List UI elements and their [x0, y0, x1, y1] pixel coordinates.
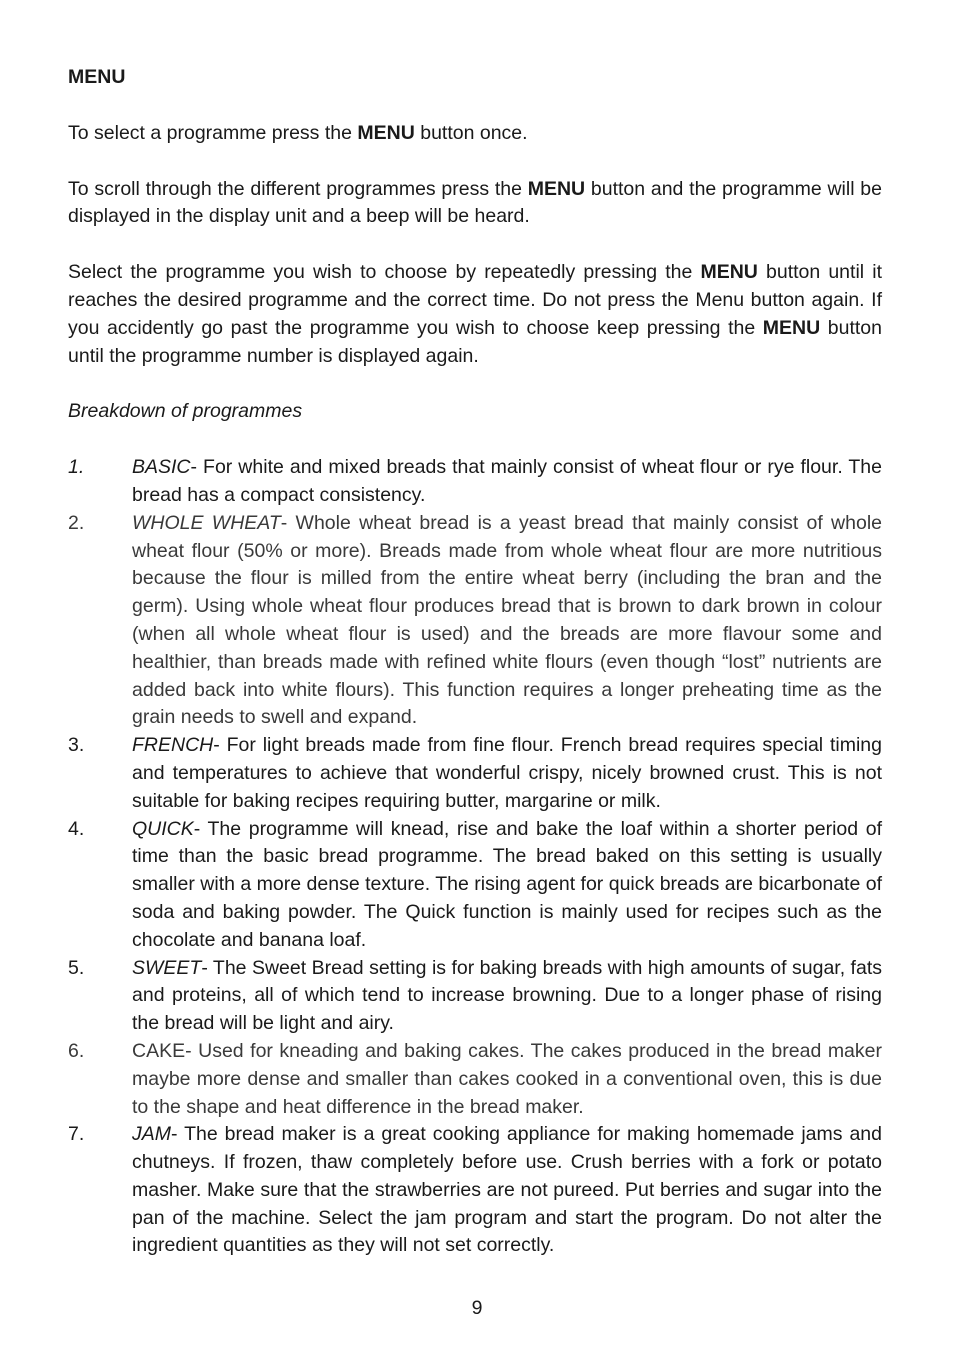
section-heading: MENU — [68, 66, 126, 88]
item-number: 2. — [68, 511, 85, 534]
subheading: Breakdown of programmes — [68, 400, 303, 423]
text: To select a programme press the — [68, 121, 358, 144]
programme-name: WHOLE WHEAT — [132, 511, 281, 534]
list-item — [68, 454, 882, 510]
list-item — [68, 1038, 882, 1121]
text: button until it reaches the desired programme and the correct time. Do not press the Menu button again. If you accidently go past the programme you wish to choose keep pressing the — [68, 261, 882, 339]
paragraph-repeat — [68, 259, 882, 370]
text: button once. — [414, 121, 528, 144]
text: To scroll through the different programmes press the — [68, 177, 528, 200]
list-item — [68, 816, 882, 955]
text: Select the programme you wish to choose by repeatedly pressing the — [68, 261, 701, 284]
list-item — [68, 510, 882, 732]
programme-name: SWEET — [132, 956, 202, 979]
programme-list — [68, 454, 882, 1260]
bold-menu: MENU — [527, 177, 586, 200]
programme-name: JAM — [132, 1123, 171, 1146]
page-number: 9 — [471, 1297, 483, 1319]
programme-description: - Whole wheat bread is a yeast bread that mainly consist of whole wheat flour (50% or more). Breads made from whole wheat flour are more nutritious because the flour is milled from the entire wheat berry (including the bran and the germ). Using whole wheat flour produces bread that is brown to dark brown in colour (when all whole wheat flour is used) and the breads are more flavour some and healthier, than breads made with refined white flours (even though “lost” nutrients are added back into white flours). This function requires a longer preheating time as the grain needs to swell and expand. — [132, 511, 883, 729]
programme-description: CAKE- Used for kneading and baking cakes. The cakes produced in the bread maker maybe more dense and smaller than cakes cooked in a conventional oven, this is due to the shape and heat difference in the bread maker. — [132, 1039, 882, 1118]
text: button until the programme number is displayed again. — [68, 316, 882, 367]
document-page — [68, 64, 882, 1260]
item-number: 7. — [68, 1123, 85, 1146]
programme-name: FRENCH — [132, 734, 214, 757]
bold-menu: MENU — [700, 261, 758, 284]
item-number: 3. — [68, 734, 85, 757]
programme-description: - For white and mixed breads that mainly consist of wheat flour or rye flour. The bread has a compact consistency. — [132, 456, 882, 506]
bold-menu: MENU — [357, 121, 415, 144]
list-item — [68, 1121, 882, 1260]
text: button and the programme will be displayed in the display unit and a beep will be heard. — [68, 177, 882, 228]
item-number: 6. — [68, 1039, 85, 1062]
paragraph-select — [68, 120, 882, 148]
programme-description: - For light breads made from fine flour. French bread requires special timing and temperatures to achieve that wonderful crispy, nicely browned crust. This is not suitable for baking recipes requiring butter, margarine or milk. — [132, 734, 882, 812]
list-item — [68, 955, 882, 1038]
list-item — [68, 732, 882, 815]
programme-description: - The bread maker is a great cooking appliance for making homemade jams and chutneys. If frozen, thaw completely before use. Crush berries with a fork or potato masher. Make sure that the strawberries are not pureed. Put berries and sugar into the pan of the machine. Select the jam program and start the program. Do not alter the ingredient quantities as they will not set correctly. — [132, 1123, 882, 1257]
programme-name: BASIC — [132, 456, 191, 479]
programme-name: QUICK — [132, 817, 194, 840]
bold-menu: MENU — [762, 316, 821, 339]
item-number: 4. — [68, 817, 85, 840]
programme-description: - The programme will knead, rise and bake the loaf within a shorter period of time than the basic bread programme. The bread baked on this setting is usually smaller with a more dense texture. The rising agent for quick breads are bicarbonate of soda and baking powder. The Quick function is mainly used for recipes such as the chocolate and banana loaf. — [132, 817, 882, 951]
programme-description: - The Sweet Bread setting is for baking breads with high amounts of sugar, fats and proteins, all of which tend to increase browning. Due to a longer phase of rising the bread will be light and airy. — [132, 956, 882, 1035]
item-number: 5. — [68, 956, 85, 979]
item-number: 1. — [68, 456, 85, 479]
paragraph-scroll — [68, 176, 882, 232]
